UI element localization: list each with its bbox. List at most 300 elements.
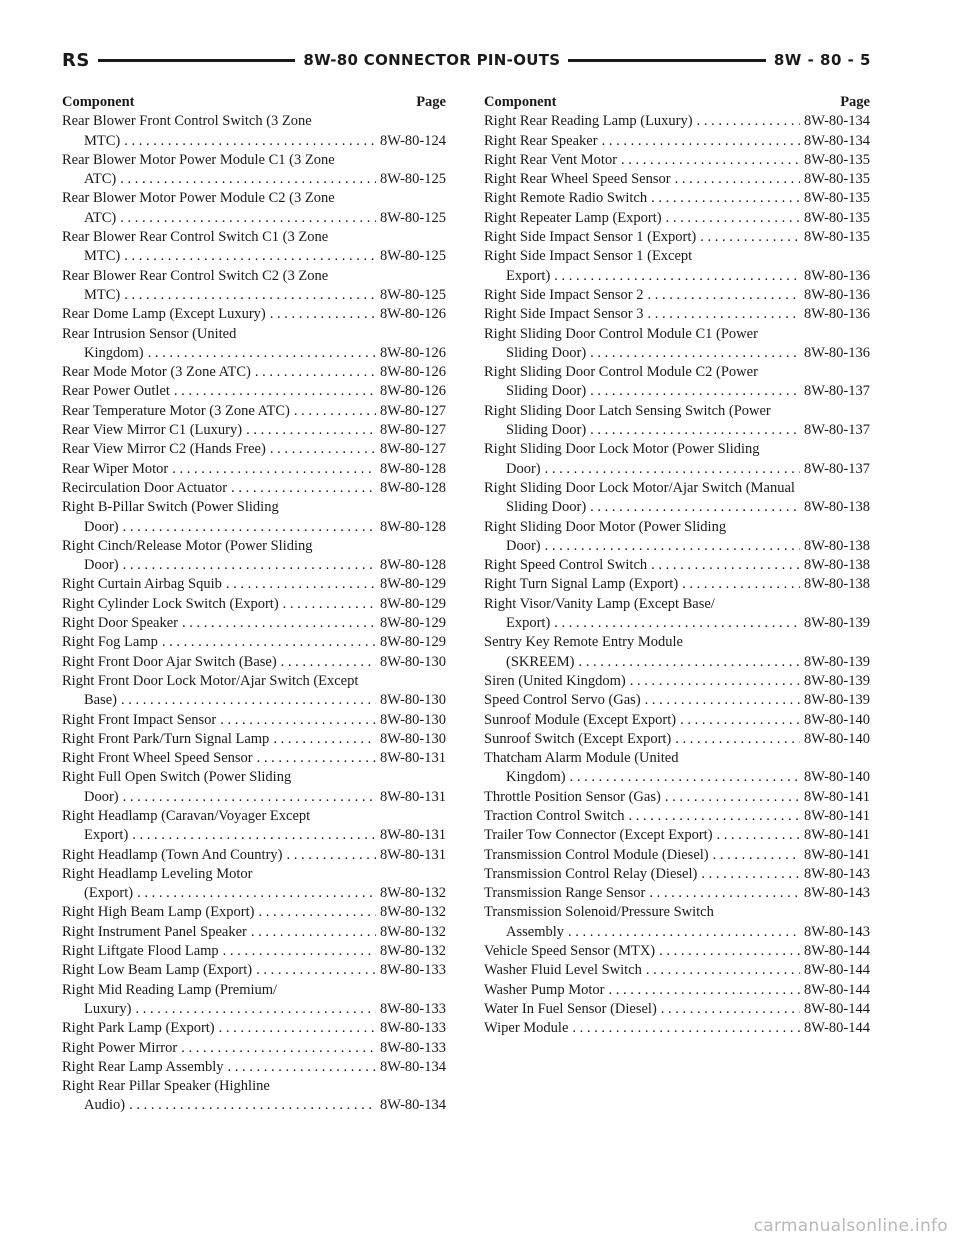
column-header-page: Page bbox=[416, 94, 446, 110]
entry-line bbox=[484, 382, 870, 401]
index-entry bbox=[484, 556, 870, 575]
entry-line bbox=[62, 189, 446, 208]
page-reference: 8W-80-134 bbox=[379, 1058, 446, 1075]
entry-line bbox=[62, 556, 446, 575]
dot-leader bbox=[251, 923, 376, 942]
dot-leader bbox=[659, 942, 800, 961]
component-name: Right Liftgate Flood Lamp bbox=[62, 943, 219, 960]
component-name: Door) bbox=[84, 788, 119, 805]
component-name: Rear Dome Lamp (Except Luxury) bbox=[62, 306, 266, 323]
entry-line bbox=[484, 1000, 870, 1019]
entry-line bbox=[62, 942, 446, 961]
component-name: Rear Blower Motor Power Module C2 (3 Zone bbox=[62, 190, 335, 207]
component-name: Sliding Door) bbox=[506, 499, 587, 516]
dot-leader bbox=[257, 749, 376, 768]
component-name: Right Instrument Panel Speaker bbox=[62, 923, 247, 940]
entry-line bbox=[484, 151, 870, 170]
dot-leader bbox=[270, 305, 376, 324]
entry-line bbox=[62, 112, 446, 131]
component-name: Right Rear Reading Lamp (Luxury) bbox=[484, 113, 693, 130]
page-reference: 8W-80-127 bbox=[379, 402, 446, 419]
index-entry bbox=[484, 1000, 870, 1019]
page-reference: 8W-80-134 bbox=[803, 113, 870, 130]
component-name: ATC) bbox=[84, 171, 117, 188]
entry-line bbox=[484, 460, 870, 479]
component-name: Right Mid Reading Lamp (Premium/ bbox=[62, 981, 278, 998]
page-reference: 8W-80-135 bbox=[803, 190, 870, 207]
dot-leader bbox=[602, 132, 800, 151]
entry-line bbox=[62, 440, 446, 459]
page-reference: 8W-80-131 bbox=[379, 846, 446, 863]
page-reference: 8W-80-129 bbox=[379, 576, 446, 593]
page-reference: 8W-80-124 bbox=[379, 132, 446, 149]
index-entry bbox=[62, 981, 446, 1020]
component-name: Right Rear Speaker bbox=[484, 132, 598, 149]
index-entry bbox=[62, 498, 446, 537]
dot-leader bbox=[281, 653, 376, 672]
index-column-right bbox=[484, 93, 870, 1039]
component-name: Traction Control Switch bbox=[484, 807, 625, 824]
component-name: Right Front Door Lock Motor/Ajar Switch (Except bbox=[62, 672, 359, 689]
page-number: 8W - 80 - 5 bbox=[773, 51, 871, 69]
index-entry bbox=[62, 1019, 446, 1038]
component-name: Rear Temperature Motor (3 Zone ATC) bbox=[62, 402, 290, 419]
component-name: Sliding Door) bbox=[506, 383, 587, 400]
component-name: Rear View Mirror C1 (Luxury) bbox=[62, 422, 243, 439]
component-name: Right Headlamp Leveling Motor bbox=[62, 865, 253, 882]
index-entry bbox=[62, 325, 446, 364]
component-name: Thatcham Alarm Module (United bbox=[484, 750, 679, 767]
component-name: Sliding Door) bbox=[506, 344, 587, 361]
entry-line bbox=[484, 788, 870, 807]
component-name: Vehicle Speed Sensor (MTX) bbox=[484, 943, 656, 960]
entry-line bbox=[62, 711, 446, 730]
index-entry bbox=[62, 1058, 446, 1077]
component-name: Right Side Impact Sensor 1 (Export) bbox=[484, 229, 697, 246]
component-name: Right Front Impact Sensor bbox=[62, 711, 217, 728]
dot-leader bbox=[223, 942, 376, 961]
index-entry bbox=[484, 247, 870, 286]
component-name: Right Front Park/Turn Signal Lamp bbox=[62, 730, 270, 747]
component-name: Transmission Control Relay (Diesel) bbox=[484, 865, 698, 882]
page-reference: 8W-80-132 bbox=[379, 885, 446, 902]
page-reference: 8W-80-143 bbox=[803, 865, 870, 882]
index-entry bbox=[62, 865, 446, 904]
component-name: Luxury) bbox=[84, 1000, 132, 1017]
dot-leader bbox=[226, 575, 376, 594]
page-reference: 8W-80-137 bbox=[803, 383, 870, 400]
page-reference: 8W-80-139 bbox=[803, 615, 870, 632]
component-name: MTC) bbox=[84, 286, 121, 303]
page-reference: 8W-80-134 bbox=[803, 132, 870, 149]
dot-leader bbox=[630, 672, 800, 691]
index-entry bbox=[62, 614, 446, 633]
component-name: Right Visor/Vanity Lamp (Except Base/ bbox=[484, 595, 715, 612]
entry-line bbox=[484, 305, 870, 324]
index-entry bbox=[62, 942, 446, 961]
entry-line bbox=[62, 1096, 446, 1115]
index-entry bbox=[484, 402, 870, 441]
dot-leader bbox=[182, 614, 376, 633]
dot-leader bbox=[590, 382, 800, 401]
page-reference: 8W-80-131 bbox=[379, 827, 446, 844]
page-reference: 8W-80-144 bbox=[803, 1020, 870, 1037]
dot-leader bbox=[608, 981, 799, 1000]
entry-line bbox=[62, 382, 446, 401]
dot-leader bbox=[682, 575, 800, 594]
component-name: Right Full Open Switch (Power Sliding bbox=[62, 769, 292, 786]
page-reference: 8W-80-130 bbox=[379, 692, 446, 709]
entry-line bbox=[62, 1058, 446, 1077]
index-entry bbox=[62, 460, 446, 479]
entry-line bbox=[62, 1077, 446, 1096]
entry-line bbox=[484, 170, 870, 189]
index-entry bbox=[62, 730, 446, 749]
entry-line bbox=[484, 807, 870, 826]
index-entry bbox=[484, 884, 870, 903]
component-name: Right Headlamp (Caravan/Voyager Except bbox=[62, 807, 311, 824]
entry-line bbox=[62, 363, 446, 382]
index-entry bbox=[484, 672, 870, 691]
page-reference: 8W-80-136 bbox=[803, 306, 870, 323]
index-entry bbox=[62, 189, 446, 228]
index-entry bbox=[484, 807, 870, 826]
entry-line bbox=[484, 633, 870, 652]
component-name: Right Rear Vent Motor bbox=[484, 151, 618, 168]
index-column-left bbox=[62, 93, 446, 1116]
dot-leader bbox=[554, 267, 800, 286]
component-name: Sentry Key Remote Entry Module bbox=[484, 634, 683, 651]
entry-line bbox=[484, 595, 870, 614]
dot-leader bbox=[120, 209, 376, 228]
watermark: carmanualsonline.info bbox=[753, 1216, 948, 1236]
component-name: Rear Blower Motor Power Module C1 (3 Zone bbox=[62, 151, 335, 168]
entry-line bbox=[62, 633, 446, 652]
dot-leader bbox=[124, 247, 376, 266]
entry-line bbox=[62, 749, 446, 768]
column-header bbox=[484, 93, 870, 112]
entry-line bbox=[62, 981, 446, 1000]
dot-leader bbox=[651, 556, 800, 575]
index-entry bbox=[484, 981, 870, 1000]
entry-line bbox=[62, 691, 446, 710]
index-entry bbox=[62, 440, 446, 459]
index-entry bbox=[484, 903, 870, 942]
entry-line bbox=[484, 1019, 870, 1038]
component-name: Recirculation Door Actuator bbox=[62, 479, 228, 496]
dot-leader bbox=[554, 614, 800, 633]
entry-line bbox=[484, 189, 870, 208]
entry-line bbox=[62, 575, 446, 594]
entry-line bbox=[484, 112, 870, 131]
entry-line bbox=[484, 884, 870, 903]
page-reference: 8W-80-143 bbox=[803, 885, 870, 902]
component-name: Rear Blower Rear Control Switch C1 (3 Zone bbox=[62, 229, 329, 246]
entry-line bbox=[62, 1000, 446, 1019]
index-entry bbox=[62, 305, 446, 324]
dot-leader bbox=[148, 344, 376, 363]
index-entry bbox=[62, 537, 446, 576]
index-entry bbox=[62, 112, 446, 151]
component-name: Right Sliding Door Control Module C1 (Power bbox=[484, 325, 758, 342]
component-name: ATC) bbox=[84, 209, 117, 226]
dot-leader bbox=[129, 1096, 376, 1115]
index-entry bbox=[62, 402, 446, 421]
entry-line bbox=[484, 537, 870, 556]
entry-line bbox=[62, 460, 446, 479]
component-name: Sliding Door) bbox=[506, 422, 587, 439]
index-entry bbox=[484, 112, 870, 131]
component-name: Kingdom) bbox=[506, 769, 566, 786]
component-name: Washer Fluid Level Switch bbox=[484, 962, 642, 979]
component-name: Right Fog Lamp bbox=[62, 634, 158, 651]
entry-line bbox=[62, 151, 446, 170]
component-name: Right Curtain Airbag Squib bbox=[62, 576, 222, 593]
dot-leader bbox=[219, 1019, 376, 1038]
page-reference: 8W-80-140 bbox=[803, 730, 870, 747]
page-reference: 8W-80-131 bbox=[379, 788, 446, 805]
component-name: Export) bbox=[84, 827, 129, 844]
dot-leader bbox=[283, 595, 376, 614]
dot-leader bbox=[701, 865, 800, 884]
index-entry bbox=[484, 575, 870, 594]
index-entry bbox=[484, 691, 870, 710]
index-entry bbox=[484, 228, 870, 247]
page-reference: 8W-80-137 bbox=[803, 422, 870, 439]
header-rule-left bbox=[98, 59, 296, 62]
component-name: Right Sliding Door Lock Motor (Power Sliding bbox=[484, 441, 760, 458]
component-name: Right High Beam Lamp (Export) bbox=[62, 904, 255, 921]
dot-leader bbox=[270, 440, 376, 459]
component-name: Door) bbox=[506, 537, 541, 554]
index-entry bbox=[484, 170, 870, 189]
dot-leader bbox=[568, 923, 800, 942]
page-reference: 8W-80-125 bbox=[379, 286, 446, 303]
component-name: Right Headlamp (Town And Country) bbox=[62, 846, 283, 863]
dot-leader bbox=[680, 711, 800, 730]
component-name: Right Rear Lamp Assembly bbox=[62, 1058, 224, 1075]
dot-leader bbox=[700, 228, 800, 247]
index-entry bbox=[484, 363, 870, 402]
entry-line bbox=[62, 325, 446, 344]
entry-line bbox=[62, 247, 446, 266]
entry-line bbox=[484, 209, 870, 228]
entry-line bbox=[484, 132, 870, 151]
dot-leader bbox=[590, 344, 800, 363]
index-entry bbox=[484, 595, 870, 634]
index-entry bbox=[484, 730, 870, 749]
entry-line bbox=[62, 421, 446, 440]
dot-leader bbox=[121, 691, 376, 710]
entry-line bbox=[484, 575, 870, 594]
page-reference: 8W-80-141 bbox=[803, 846, 870, 863]
page-reference: 8W-80-132 bbox=[379, 904, 446, 921]
dot-leader bbox=[123, 788, 376, 807]
dot-leader bbox=[231, 479, 376, 498]
component-name: Kingdom) bbox=[84, 344, 144, 361]
component-name: Right Speed Control Switch bbox=[484, 557, 648, 574]
dot-leader bbox=[220, 711, 376, 730]
component-name: Transmission Range Sensor bbox=[484, 885, 646, 902]
entry-line bbox=[62, 1039, 446, 1058]
page-reference: 8W-80-127 bbox=[379, 441, 446, 458]
header-rule-right bbox=[568, 59, 766, 62]
column-header-component: Component bbox=[484, 94, 557, 110]
component-name: Right Low Beam Lamp (Export) bbox=[62, 962, 253, 979]
dot-leader bbox=[259, 903, 376, 922]
page-reference: 8W-80-126 bbox=[379, 383, 446, 400]
component-name: Trailer Tow Connector (Except Export) bbox=[484, 827, 713, 844]
index-entry bbox=[62, 1039, 446, 1058]
column-header-page: Page bbox=[840, 94, 870, 110]
component-name: Transmission Solenoid/Pressure Switch bbox=[484, 904, 714, 921]
index-entry bbox=[62, 479, 446, 498]
component-name: Right Cinch/Release Motor (Power Sliding bbox=[62, 537, 313, 554]
index-entry bbox=[484, 518, 870, 557]
page-reference: 8W-80-129 bbox=[379, 634, 446, 651]
page-header bbox=[62, 48, 871, 72]
page-reference: 8W-80-133 bbox=[379, 1000, 446, 1017]
index-entry bbox=[62, 961, 446, 980]
page-reference: 8W-80-125 bbox=[379, 209, 446, 226]
page-reference: 8W-80-125 bbox=[379, 171, 446, 188]
entry-line bbox=[484, 730, 870, 749]
entry-line bbox=[484, 518, 870, 537]
entry-line bbox=[484, 768, 870, 787]
component-name: Sunroof Switch (Except Export) bbox=[484, 730, 672, 747]
page-reference: 8W-80-136 bbox=[803, 267, 870, 284]
page-reference: 8W-80-138 bbox=[803, 576, 870, 593]
dot-leader bbox=[137, 884, 376, 903]
component-name: MTC) bbox=[84, 248, 121, 265]
dot-leader bbox=[136, 1000, 376, 1019]
index-entry bbox=[62, 903, 446, 922]
entry-line bbox=[62, 730, 446, 749]
index-entry bbox=[484, 132, 870, 151]
entry-line bbox=[62, 132, 446, 151]
index-entry bbox=[62, 267, 446, 306]
index-entry bbox=[62, 749, 446, 768]
entry-line bbox=[484, 865, 870, 884]
component-name: Export) bbox=[506, 615, 551, 632]
component-name: Rear Power Outlet bbox=[62, 383, 170, 400]
dot-leader bbox=[645, 691, 800, 710]
page-reference: 8W-80-140 bbox=[803, 769, 870, 786]
entry-line bbox=[484, 363, 870, 382]
component-name: Washer Pump Motor bbox=[484, 981, 605, 998]
index-entry bbox=[62, 595, 446, 614]
entry-line bbox=[62, 286, 446, 305]
index-entry bbox=[62, 653, 446, 672]
component-name: Right Front Wheel Speed Sensor bbox=[62, 750, 253, 767]
index-entry bbox=[484, 286, 870, 305]
entry-line bbox=[484, 923, 870, 942]
component-name: Right Side Impact Sensor 3 bbox=[484, 306, 644, 323]
dot-leader bbox=[648, 286, 800, 305]
page-reference: 8W-80-141 bbox=[803, 807, 870, 824]
component-name: Rear Mode Motor (3 Zone ATC) bbox=[62, 364, 251, 381]
component-name: Rear Wiper Motor bbox=[62, 460, 169, 477]
entry-line bbox=[484, 421, 870, 440]
index-entry bbox=[62, 923, 446, 942]
entry-line bbox=[484, 286, 870, 305]
entry-line bbox=[62, 518, 446, 537]
index-entry bbox=[62, 768, 446, 807]
entry-line bbox=[484, 961, 870, 980]
dot-leader bbox=[255, 363, 376, 382]
page-reference: 8W-80-136 bbox=[803, 344, 870, 361]
dot-leader bbox=[172, 460, 376, 479]
entry-line bbox=[62, 228, 446, 247]
entry-line bbox=[484, 846, 870, 865]
component-name: MTC) bbox=[84, 132, 121, 149]
index-entry bbox=[484, 151, 870, 170]
dot-leader bbox=[717, 826, 800, 845]
page-reference: 8W-80-131 bbox=[379, 750, 446, 767]
dot-leader bbox=[132, 826, 376, 845]
index-entry bbox=[484, 479, 870, 518]
entry-line bbox=[484, 653, 870, 672]
entry-line bbox=[484, 479, 870, 498]
component-name: Right Sliding Door Lock Motor/Ajar Switch (Manual bbox=[484, 479, 795, 496]
dot-leader bbox=[228, 1058, 376, 1077]
index-entry bbox=[484, 189, 870, 208]
page-reference: 8W-80-138 bbox=[803, 557, 870, 574]
dot-leader bbox=[648, 305, 800, 324]
component-name: Right Park Lamp (Export) bbox=[62, 1020, 215, 1037]
entry-line bbox=[62, 884, 446, 903]
index-entry bbox=[484, 961, 870, 980]
component-name: (SKREEM) bbox=[506, 653, 575, 670]
entry-line bbox=[62, 595, 446, 614]
entry-line bbox=[484, 672, 870, 691]
dot-leader bbox=[590, 421, 800, 440]
component-name: Door) bbox=[506, 460, 541, 477]
dot-leader bbox=[590, 498, 800, 517]
component-name: Right Remote Radio Switch bbox=[484, 190, 648, 207]
dot-leader bbox=[572, 1019, 800, 1038]
page-reference: 8W-80-128 bbox=[379, 479, 446, 496]
entry-line bbox=[484, 826, 870, 845]
dot-leader bbox=[713, 846, 800, 865]
component-name: Audio) bbox=[84, 1097, 126, 1114]
index-entry bbox=[484, 749, 870, 788]
index-entry bbox=[62, 382, 446, 401]
entry-line bbox=[62, 653, 446, 672]
index-entry bbox=[62, 633, 446, 652]
component-name: Speed Control Servo (Gas) bbox=[484, 692, 641, 709]
page-reference: 8W-80-128 bbox=[379, 460, 446, 477]
entry-line bbox=[62, 614, 446, 633]
index-entry bbox=[62, 421, 446, 440]
component-name: Rear Blower Front Control Switch (3 Zone bbox=[62, 113, 312, 130]
entry-line bbox=[484, 247, 870, 266]
index-entry bbox=[62, 151, 446, 190]
entry-list bbox=[62, 112, 446, 1115]
index-entry bbox=[484, 440, 870, 479]
column-header bbox=[62, 93, 446, 112]
index-entry bbox=[62, 1077, 446, 1116]
index-entry bbox=[484, 325, 870, 364]
entry-line bbox=[484, 711, 870, 730]
index-entry bbox=[62, 711, 446, 730]
index-entry bbox=[484, 209, 870, 228]
dot-leader bbox=[651, 189, 800, 208]
page-reference: 8W-80-130 bbox=[379, 730, 446, 747]
component-name: Assembly bbox=[506, 923, 564, 940]
page-reference: 8W-80-133 bbox=[379, 1020, 446, 1037]
page-reference: 8W-80-138 bbox=[803, 537, 870, 554]
